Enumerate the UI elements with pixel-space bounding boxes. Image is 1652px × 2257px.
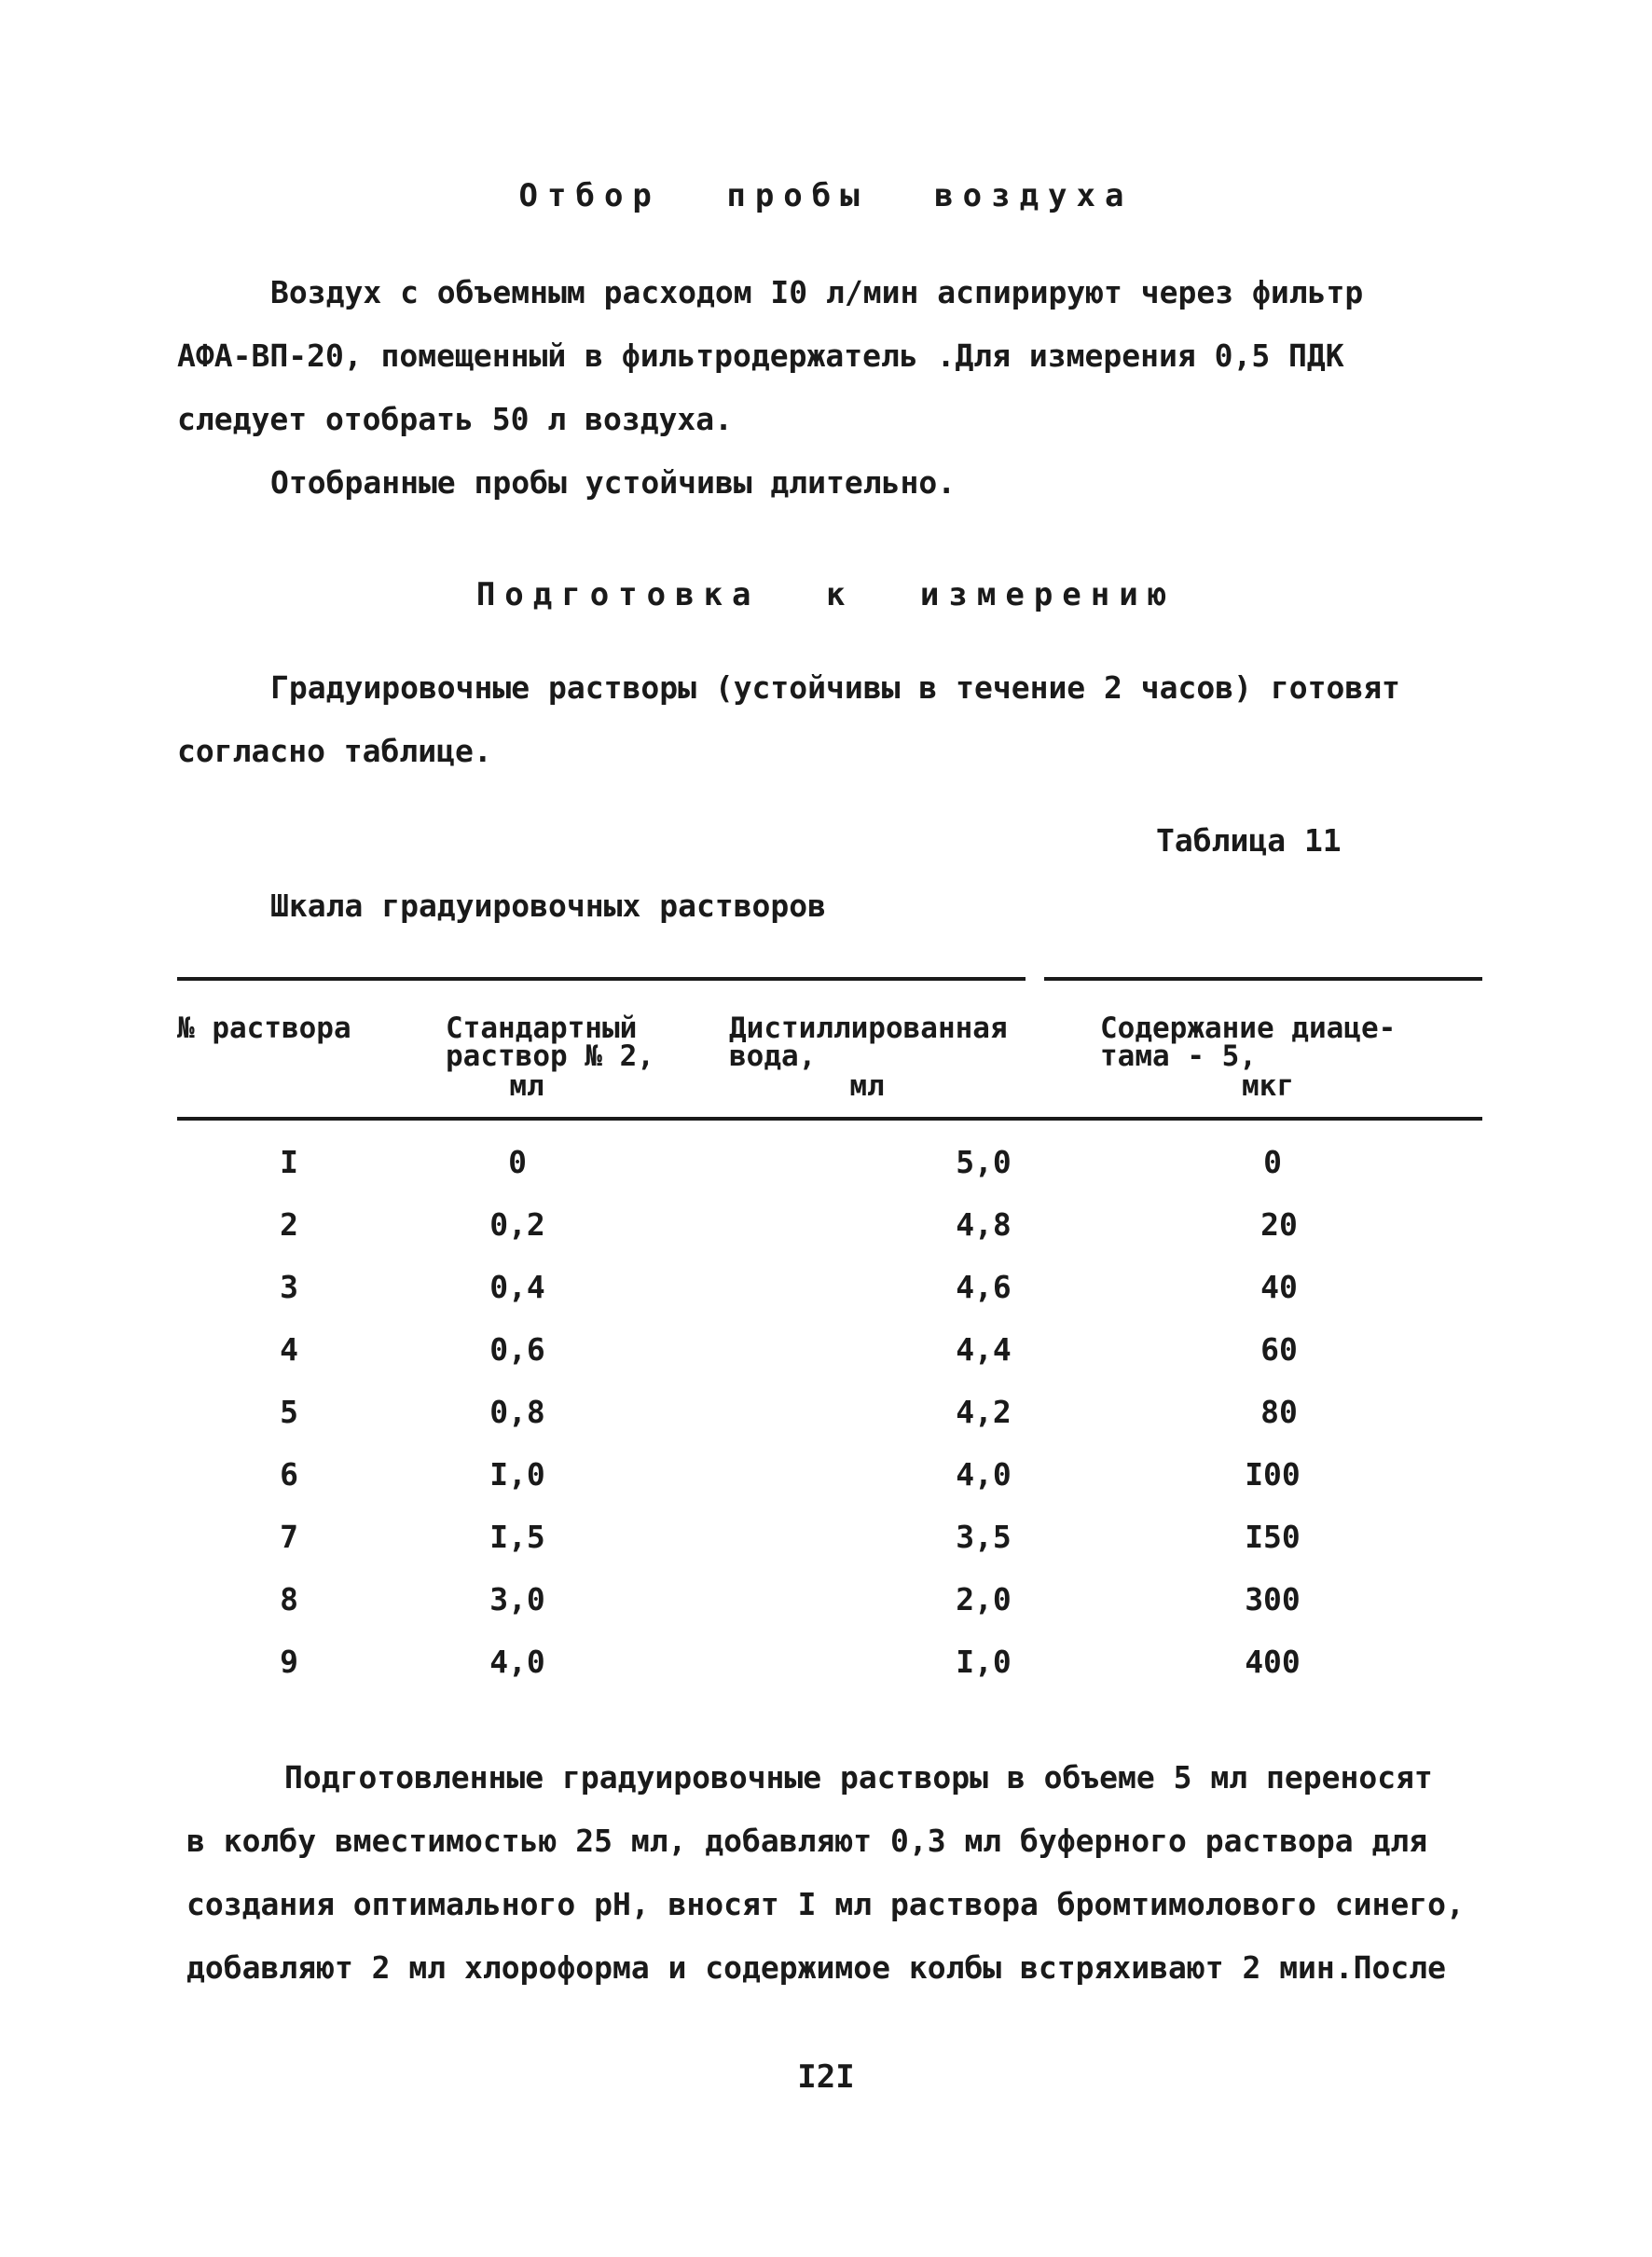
table-cell: 9 (280, 1644, 298, 1680)
table-cell: 2 (280, 1206, 298, 1243)
table-cell: 4,0 (489, 1644, 545, 1680)
paragraph-line: Отобранные пробы устойчивы длительно. (270, 464, 957, 501)
table-cell: 0 (508, 1144, 527, 1180)
table-cell: 300 (1245, 1581, 1301, 1617)
table-cell: 7 (280, 1519, 298, 1555)
table-cell: 5,0 (956, 1144, 1012, 1180)
paragraph-line: АФА-ВП-20, помещенный в фильтродержатель .Для измерения 0,5 ПДК (177, 337, 1344, 374)
table-top-rule (177, 977, 1026, 981)
table-cell: I00 (1245, 1456, 1301, 1493)
column-header-unit: мл (509, 1069, 544, 1103)
table-cell: 4,6 (956, 1269, 1012, 1305)
table-cell: 6 (280, 1456, 298, 1493)
column-header-unit: мкг (1242, 1069, 1294, 1103)
table-cell: 0,2 (489, 1206, 545, 1243)
table-cell: I (280, 1144, 298, 1180)
table-cell: 3,5 (956, 1519, 1012, 1555)
paragraph-line: создания оптимального pH, вносят I мл раствора бромтимолового синего, (186, 1886, 1465, 1922)
table-cell: 80 (1260, 1394, 1298, 1430)
paragraph-line: добавляют 2 мл хлороформа и содержимое колбы встряхивают 2 мин.После (186, 1949, 1447, 1986)
table-cell: I50 (1245, 1519, 1301, 1555)
page-number: I2I (797, 2058, 855, 2096)
table-cell: 3 (280, 1269, 298, 1305)
paragraph-line: Градуировочные растворы (устойчивы в течение 2 часов) готовят (270, 669, 1400, 706)
column-header-unit: мл (849, 1069, 885, 1103)
table-cell: 20 (1260, 1206, 1298, 1243)
table-cell: 4,8 (956, 1206, 1012, 1243)
column-header-content: Содержание диаце- тама - 5, (1100, 1012, 1397, 1073)
column-header-solution-number: № раствора (177, 1012, 351, 1045)
section-heading-air-sampling: Отбор пробы воздуха (518, 177, 1134, 214)
table-cell: 2,0 (956, 1581, 1012, 1617)
table-cell: 0,4 (489, 1269, 545, 1305)
table-header-rule (177, 1117, 1482, 1121)
table-cell: I,0 (489, 1456, 545, 1493)
table-cell: 400 (1245, 1644, 1301, 1680)
column-header-standard-solution: Стандартный раствор № 2, (446, 1012, 654, 1073)
section-heading-preparation: Подготовка к измерению (475, 576, 1177, 613)
table-title: Шкала градуировочных растворов (270, 888, 827, 924)
table-cell: I,5 (489, 1519, 545, 1555)
table-cell: 0,8 (489, 1394, 545, 1430)
table-cell: 40 (1260, 1269, 1298, 1305)
paragraph-line: Подготовленные градуировочные растворы в объеме 5 мл переносят (284, 1759, 1433, 1796)
paragraph-line: в колбу вместимостью 25 мл, добавляют 0,3 мл буферного раствора для (186, 1823, 1428, 1859)
table-cell: 4,0 (956, 1456, 1012, 1493)
table-cell: 4 (280, 1331, 298, 1368)
table-cell: 5 (280, 1394, 298, 1430)
paragraph-line: следует отобрать 50 л воздуха. (177, 401, 734, 437)
paragraph-line: согласно таблице. (177, 733, 492, 769)
table-cell: 60 (1260, 1331, 1298, 1368)
table-cell: 0 (1263, 1144, 1282, 1180)
table-cell: 0,6 (489, 1331, 545, 1368)
table-cell: 3,0 (489, 1581, 545, 1617)
column-header-distilled-water: Дистиллированная вода, (729, 1012, 1008, 1073)
table-caption: Таблица 11 (1156, 822, 1342, 859)
table-cell: I,0 (956, 1644, 1012, 1680)
table-cell: 4,2 (956, 1394, 1012, 1430)
table-top-rule (1044, 977, 1482, 981)
table-cell: 4,4 (956, 1331, 1012, 1368)
table-cell: 8 (280, 1581, 298, 1617)
paragraph-line: Воздух с объемным расходом I0 л/мин аспирируют через фильтр (270, 274, 1364, 310)
